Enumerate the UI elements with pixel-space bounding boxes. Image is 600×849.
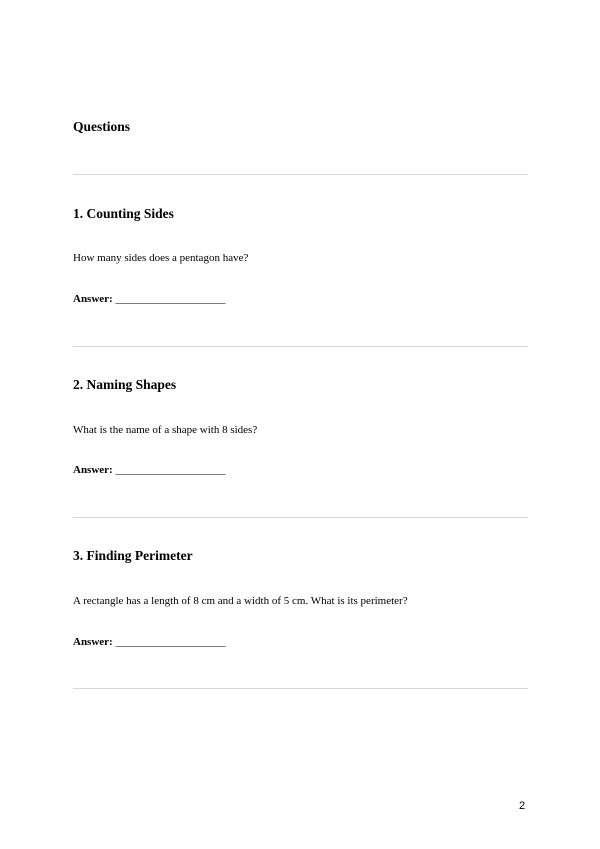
divider xyxy=(73,517,528,518)
answer-label: Answer: xyxy=(73,636,113,648)
divider xyxy=(73,688,528,689)
question-1-answer xyxy=(73,293,225,305)
answer-label: Answer: xyxy=(73,293,113,305)
question-1-title: 1. Counting Sides xyxy=(73,206,174,221)
page-number: 2 xyxy=(519,800,526,812)
question-2-title: 2. Naming Shapes xyxy=(73,377,177,392)
question-3-title: 3. Finding Perimeter xyxy=(73,548,193,563)
answer-label: Answer: xyxy=(73,464,113,476)
answer-blank: ____________________ xyxy=(115,464,226,476)
divider xyxy=(73,346,528,347)
question-3-text: A rectangle has a length of 8 cm and a width of 5 cm. What is its perimeter? xyxy=(73,595,408,607)
question-2-text: What is the name of a shape with 8 sides? xyxy=(73,424,258,436)
question-3-answer xyxy=(73,636,225,648)
section-heading: Questions xyxy=(73,119,131,134)
answer-blank: ____________________ xyxy=(115,636,226,648)
answer-blank: ____________________ xyxy=(115,293,226,305)
question-2-answer xyxy=(73,464,225,476)
divider xyxy=(73,174,528,175)
question-1-text: How many sides does a pentagon have? xyxy=(73,252,249,264)
